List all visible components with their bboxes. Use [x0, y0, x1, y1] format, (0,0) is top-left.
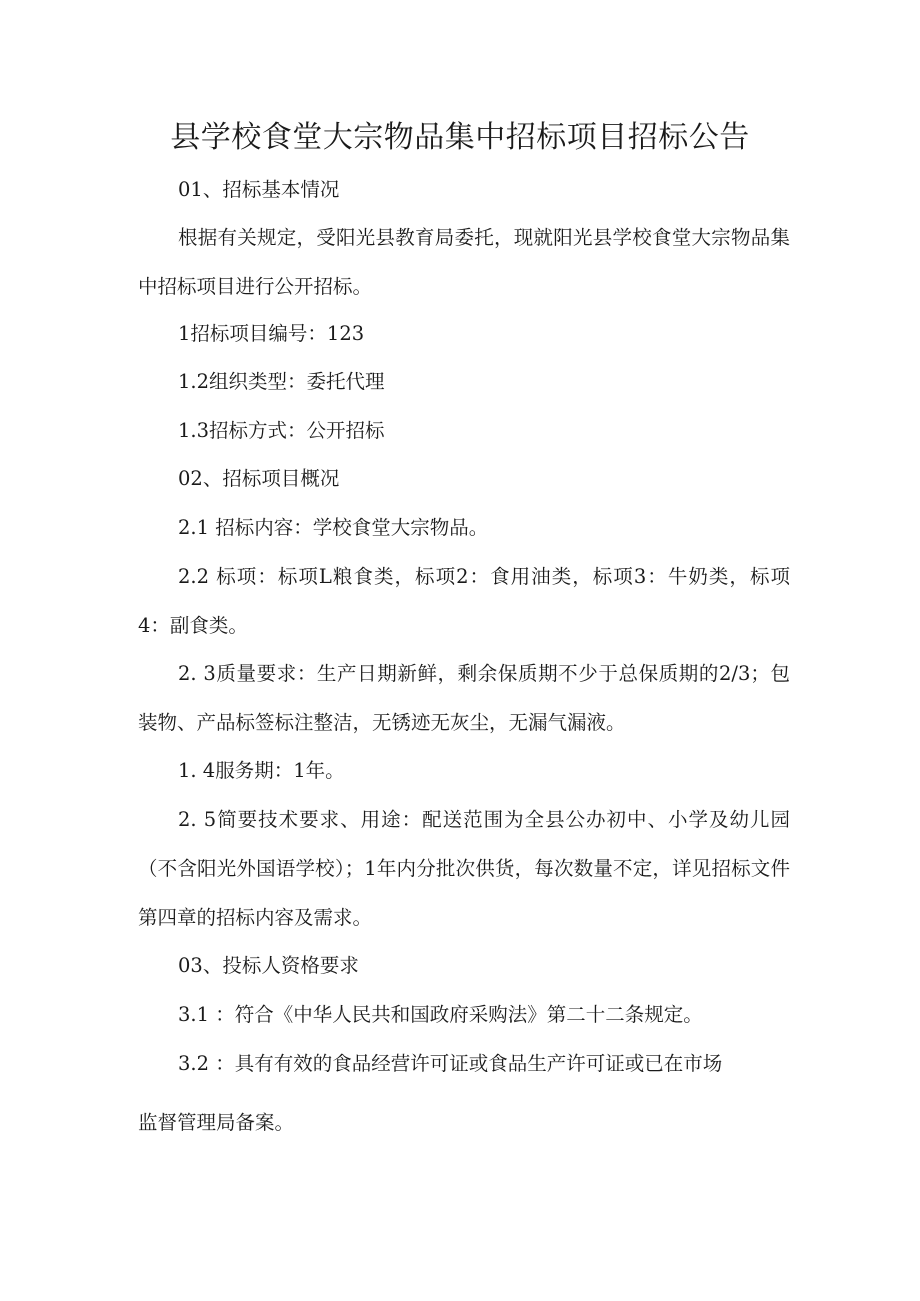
item-1-1: 1招标项目编号：123 [178, 322, 365, 345]
section-3-heading: 03、投标人资格要求 [178, 954, 359, 977]
item-3-2-line-2: 监督管理局备案。 [138, 1111, 295, 1134]
item-3-2-line-1: 3.2 ：具有有效的食品经营许可证或食品生产许可证或已在市场 [178, 1052, 723, 1075]
item-2-3: 2. 3质量要求：生产日期新鲜，剩余保质期不少于总保质期的2/3；包装物、产品标签标注整洁，无锈迹无灰尘，无漏气漏液。 [138, 662, 790, 734]
intro-paragraph: 根据有关规定，受阳光县教育局委托，现就阳光县学校食堂大宗物品集中招标项目进行公开招标。 [138, 226, 790, 298]
item-1-3: 1.3招标方式：公开招标 [178, 419, 385, 442]
item-3-1: 3.1 ：符合《中华人民共和国政府采购法》第二十二条规定。 [178, 1003, 703, 1026]
item-1-2: 1.2组织类型：委托代理 [178, 370, 385, 393]
item-2-1: 2.1 招标内容：学校食堂大宗物品。 [178, 516, 489, 539]
item-2-5: 2. 5简要技术要求、用途：配送范围为全县公办初中、小学及幼儿园（不含阳光外国语学校）；1年内分批次供货，每次数量不定，详见招标文件第四章的招标内容及需求。 [138, 808, 790, 929]
document-title: 县学校食堂大宗物品集中招标项目招标公告 [170, 120, 750, 155]
section-1-heading: 01、招标基本情况 [178, 178, 340, 201]
section-2-heading: 02、招标项目概况 [178, 467, 340, 490]
item-2-4: 1. 4服务期：1年。 [178, 759, 345, 782]
item-2-2: 2.2 标项：标项L粮食类，标项2：食用油类，标项3：牛奶类，标项4：副食类。 [138, 565, 790, 637]
